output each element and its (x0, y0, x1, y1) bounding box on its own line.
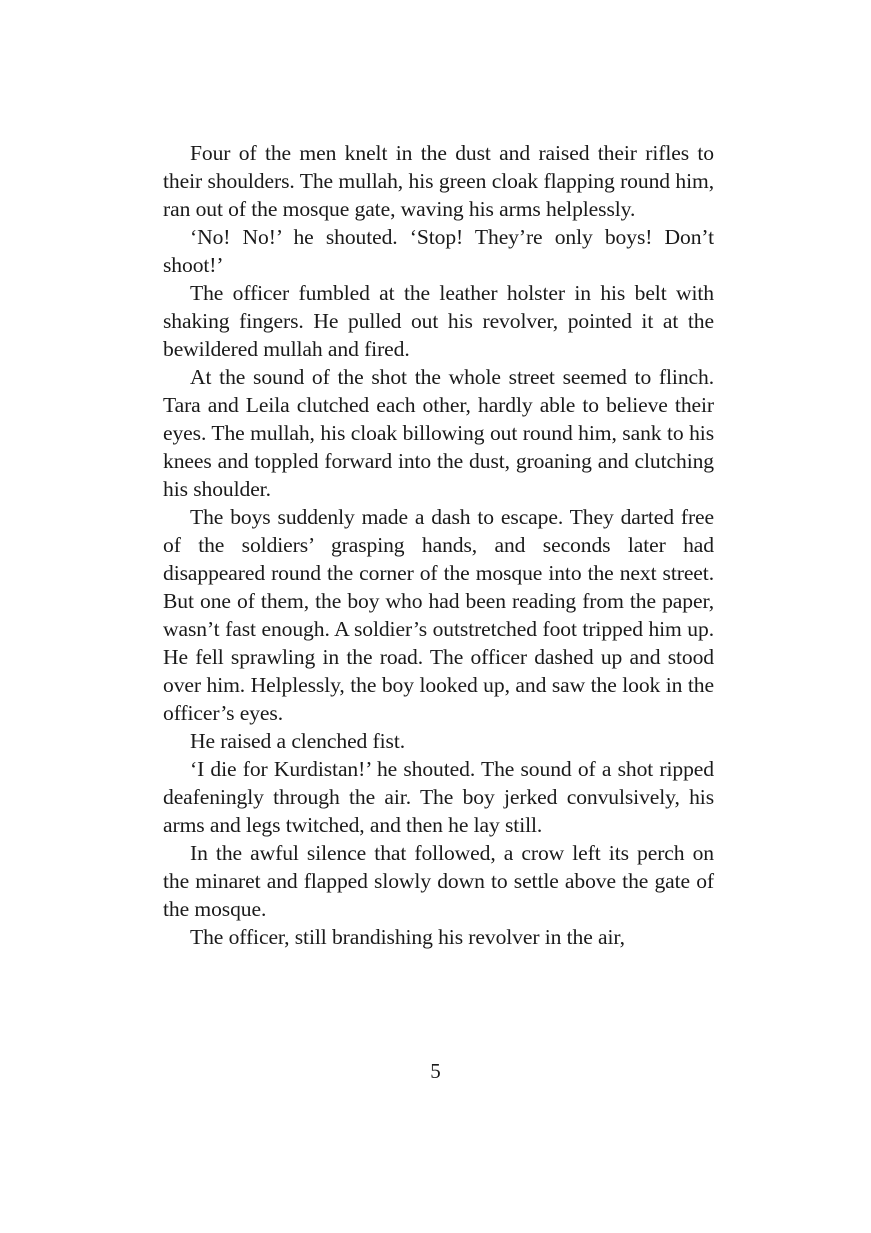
paragraph: Four of the men knelt in the dust and raised their rifles to their shoulders. The mullah, his green cloak flapping round him, ran out of the mosque gate, waving his arms helplessly. (163, 141, 714, 221)
paragraph: The officer, still brandishing his revolver in the air, (190, 925, 625, 949)
paragraph: In the awful silence that followed, a crow left its perch on the minaret and flapped slowly down to settle above the gate of the mosque. (163, 841, 714, 921)
paragraph: ‘I die for Kurdistan!’ he shouted. The sound of a shot ripped deafeningly through the air. The boy jerked convulsively, his arms and legs twitched, and then he lay still. (163, 757, 714, 837)
page-body (163, 139, 714, 951)
paragraph: ‘No! No!’ he shouted. ‘Stop! They’re only boys! Don’t shoot!’ (163, 225, 714, 277)
paragraph: The officer fumbled at the leather holster in his belt with shaking fingers. He pulled out his revolver, pointed it at the bewildered mullah and fired. (163, 281, 714, 361)
page-number: 5 (430, 1059, 441, 1083)
paragraph: He raised a clenched fist. (190, 729, 406, 753)
paragraph: The boys suddenly made a dash to escape. They darted free of the soldiers’ grasping hands, and seconds later had disappeared round the corner of the mosque into the next street. But one of them, the boy who had been reading from the paper, wasn’t fast enough. A soldier’s outstretched foot tripped him up. He fell sprawling in the road. The officer dashed up and stood over him. Helplessly, the boy looked up, and saw the look in the officer’s eyes. (163, 505, 714, 725)
paragraph: At the sound of the shot the whole street seemed to flinch. Tara and Leila clutched each other, hardly able to believe their eyes. The mullah, his cloak billowing out round him, sank to his knees and toppled forward into the dust, groaning and clutching his shoulder. (163, 365, 714, 501)
